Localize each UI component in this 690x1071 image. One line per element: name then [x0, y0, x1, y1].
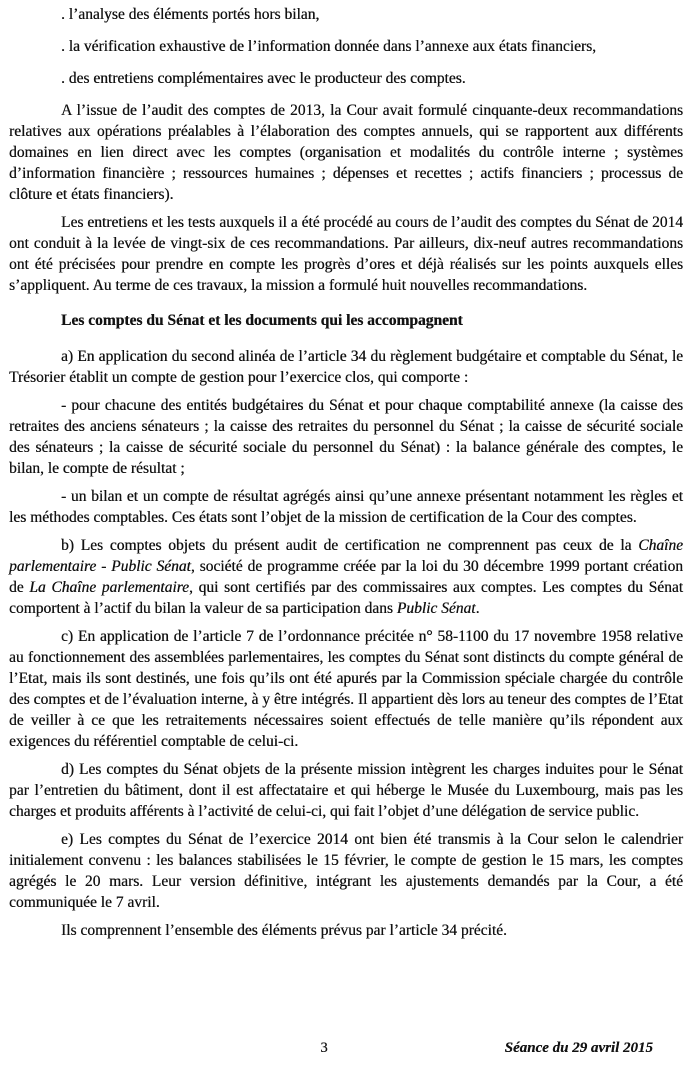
- text-run: a) En application du second alinéa de l’article 34 du règlement budgétaire et comptable du Sénat, le Trésorier établit un compte de gestion pour l’exercice clos, qui comporte :: [9, 348, 683, 386]
- paragraph: [9, 395, 683, 479]
- paragraph: [9, 626, 683, 752]
- page-number: 3: [320, 1040, 328, 1056]
- text-run: , qui sont certifiés par des commissaires aux comptes. Les comptes du Sénat comportent à l’actif du bilan la valeur de sa participation dans: [9, 579, 683, 617]
- text-run: Les comptes du Sénat et les documents qui les accompagnent: [61, 312, 463, 329]
- document-body: [9, 4, 683, 948]
- text-run: A l’issue de l’audit des comptes de 2013, la Cour avait formulé cinquante-deux recommandations relatives aux opérations préalables à l’élaboration des comptes annuels, qui se rapportent aux différents domaines en lien direct avec les comptes (organisation et modalités du contrôle interne ; systèmes d’information financière ; ressources humaines ; dépenses et recettes ; actifs financiers ; processus de clôture et états financiers).: [9, 102, 683, 203]
- paragraph: [9, 36, 683, 57]
- italic-text: Chaîne parlementaire - Public Sénat: [9, 537, 683, 575]
- text-run: Ils comprennent l’ensemble des éléments prévus par l’article 34 précité.: [61, 922, 507, 939]
- session-date-label: Séance du 29 avril 2015: [504, 1040, 653, 1056]
- italic-text: La Chaîne parlementaire: [29, 579, 189, 596]
- text-run: , société de programme créée par la loi du 30 décembre 1999 portant création de: [9, 558, 683, 596]
- italic-text: Public Sénat: [396, 600, 476, 617]
- text-run: . l’analyse des éléments portés hors bilan,: [61, 6, 320, 23]
- text-run: . la vérification exhaustive de l’information donnée dans l’annexe aux états financiers,: [61, 38, 596, 55]
- text-run: e) Les comptes du Sénat de l’exercice 2014 ont bien été transmis à la Cour selon le calendrier initialement convenu : les balances stabilisées le 15 février, le compte de gestion le 15 mars, les comptes agrégés le 20 mars. Leur version définitive, intégrant les ajustements demandés par la Cour, a été communiquée le 7 avril.: [9, 831, 683, 911]
- text-run: . des entretiens complémentaires avec le producteur des comptes.: [61, 70, 466, 87]
- paragraph: [9, 346, 683, 388]
- text-run: c) En application de l’article 7 de l’ordonnance précitée n° 58-1100 du 17 novembre 1958 relative au fonctionnement des assemblées parlementaires, les comptes du Sénat sont distincts du compte général de l’Etat, mais ils sont destinés, une fois qu’ils ont été apurés par la Commission spéciale chargée du contrôle des comptes et de l’évaluation interne, à y être intégrés. Il appartient dès lors au teneur des comptes de l’Etat de veiller à ce que les retraitements nécessaires soient effectués de telle manière qu’ils répondent aux exigences du référentiel comptable de celui-ci.: [9, 628, 683, 750]
- paragraph: [9, 535, 683, 619]
- paragraph: [9, 759, 683, 822]
- text-run: b) Les comptes objets du présent audit de certification ne comprennent pas ceux de la: [61, 537, 639, 554]
- paragraph: [9, 68, 683, 89]
- section-heading: [9, 310, 683, 331]
- paragraph: [9, 4, 683, 25]
- paragraph: [9, 100, 683, 205]
- text-run: d) Les comptes du Sénat objets de la présente mission intègrent les charges induites pour le Sénat par l’entretien du bâtiment, dont il est affectataire et qui héberge le Musée du Luxembourg, mais pas les charges et produits afférents à l’activité de celui-ci, qui fait l’objet d’une délégation de service public.: [9, 761, 683, 820]
- paragraph: [9, 829, 683, 913]
- text-run: .: [475, 600, 480, 617]
- paragraph: [9, 212, 683, 296]
- document-footer: [9, 1040, 683, 1062]
- paragraph: [9, 486, 683, 528]
- paragraph: [9, 920, 683, 941]
- text-run: - un bilan et un compte de résultat agrégés ainsi qu’une annexe présentant notamment les règles et les méthodes comptables. Ces états sont l’objet de la mission de certification de la Cour des comptes.: [9, 488, 683, 526]
- text-run: - pour chacune des entités budgétaires du Sénat et pour chaque comptabilité annexe (la caisse des retraites des anciens sénateurs ; la caisse des retraites du personnel du Sénat ; la caisse de sécurité sociale des sénateurs ; la caisse de sécurité sociale du personnel du Sénat) : la balance générale des comptes, le bilan, le compte de résultat ;: [9, 397, 683, 477]
- text-run: Les entretiens et les tests auxquels il a été procédé au cours de l’audit des comptes du Sénat de 2014 ont conduit à la levée de vingt-six de ces recommandations. Par ailleurs, dix-neuf autres recommandations ont été précisées pour prendre en compte les progrès d’ores et déjà réalisés sur les points auxquels elles s’appliquent. Au terme de ces travaux, la mission a formulé huit nouvelles recommandations.: [9, 214, 683, 294]
